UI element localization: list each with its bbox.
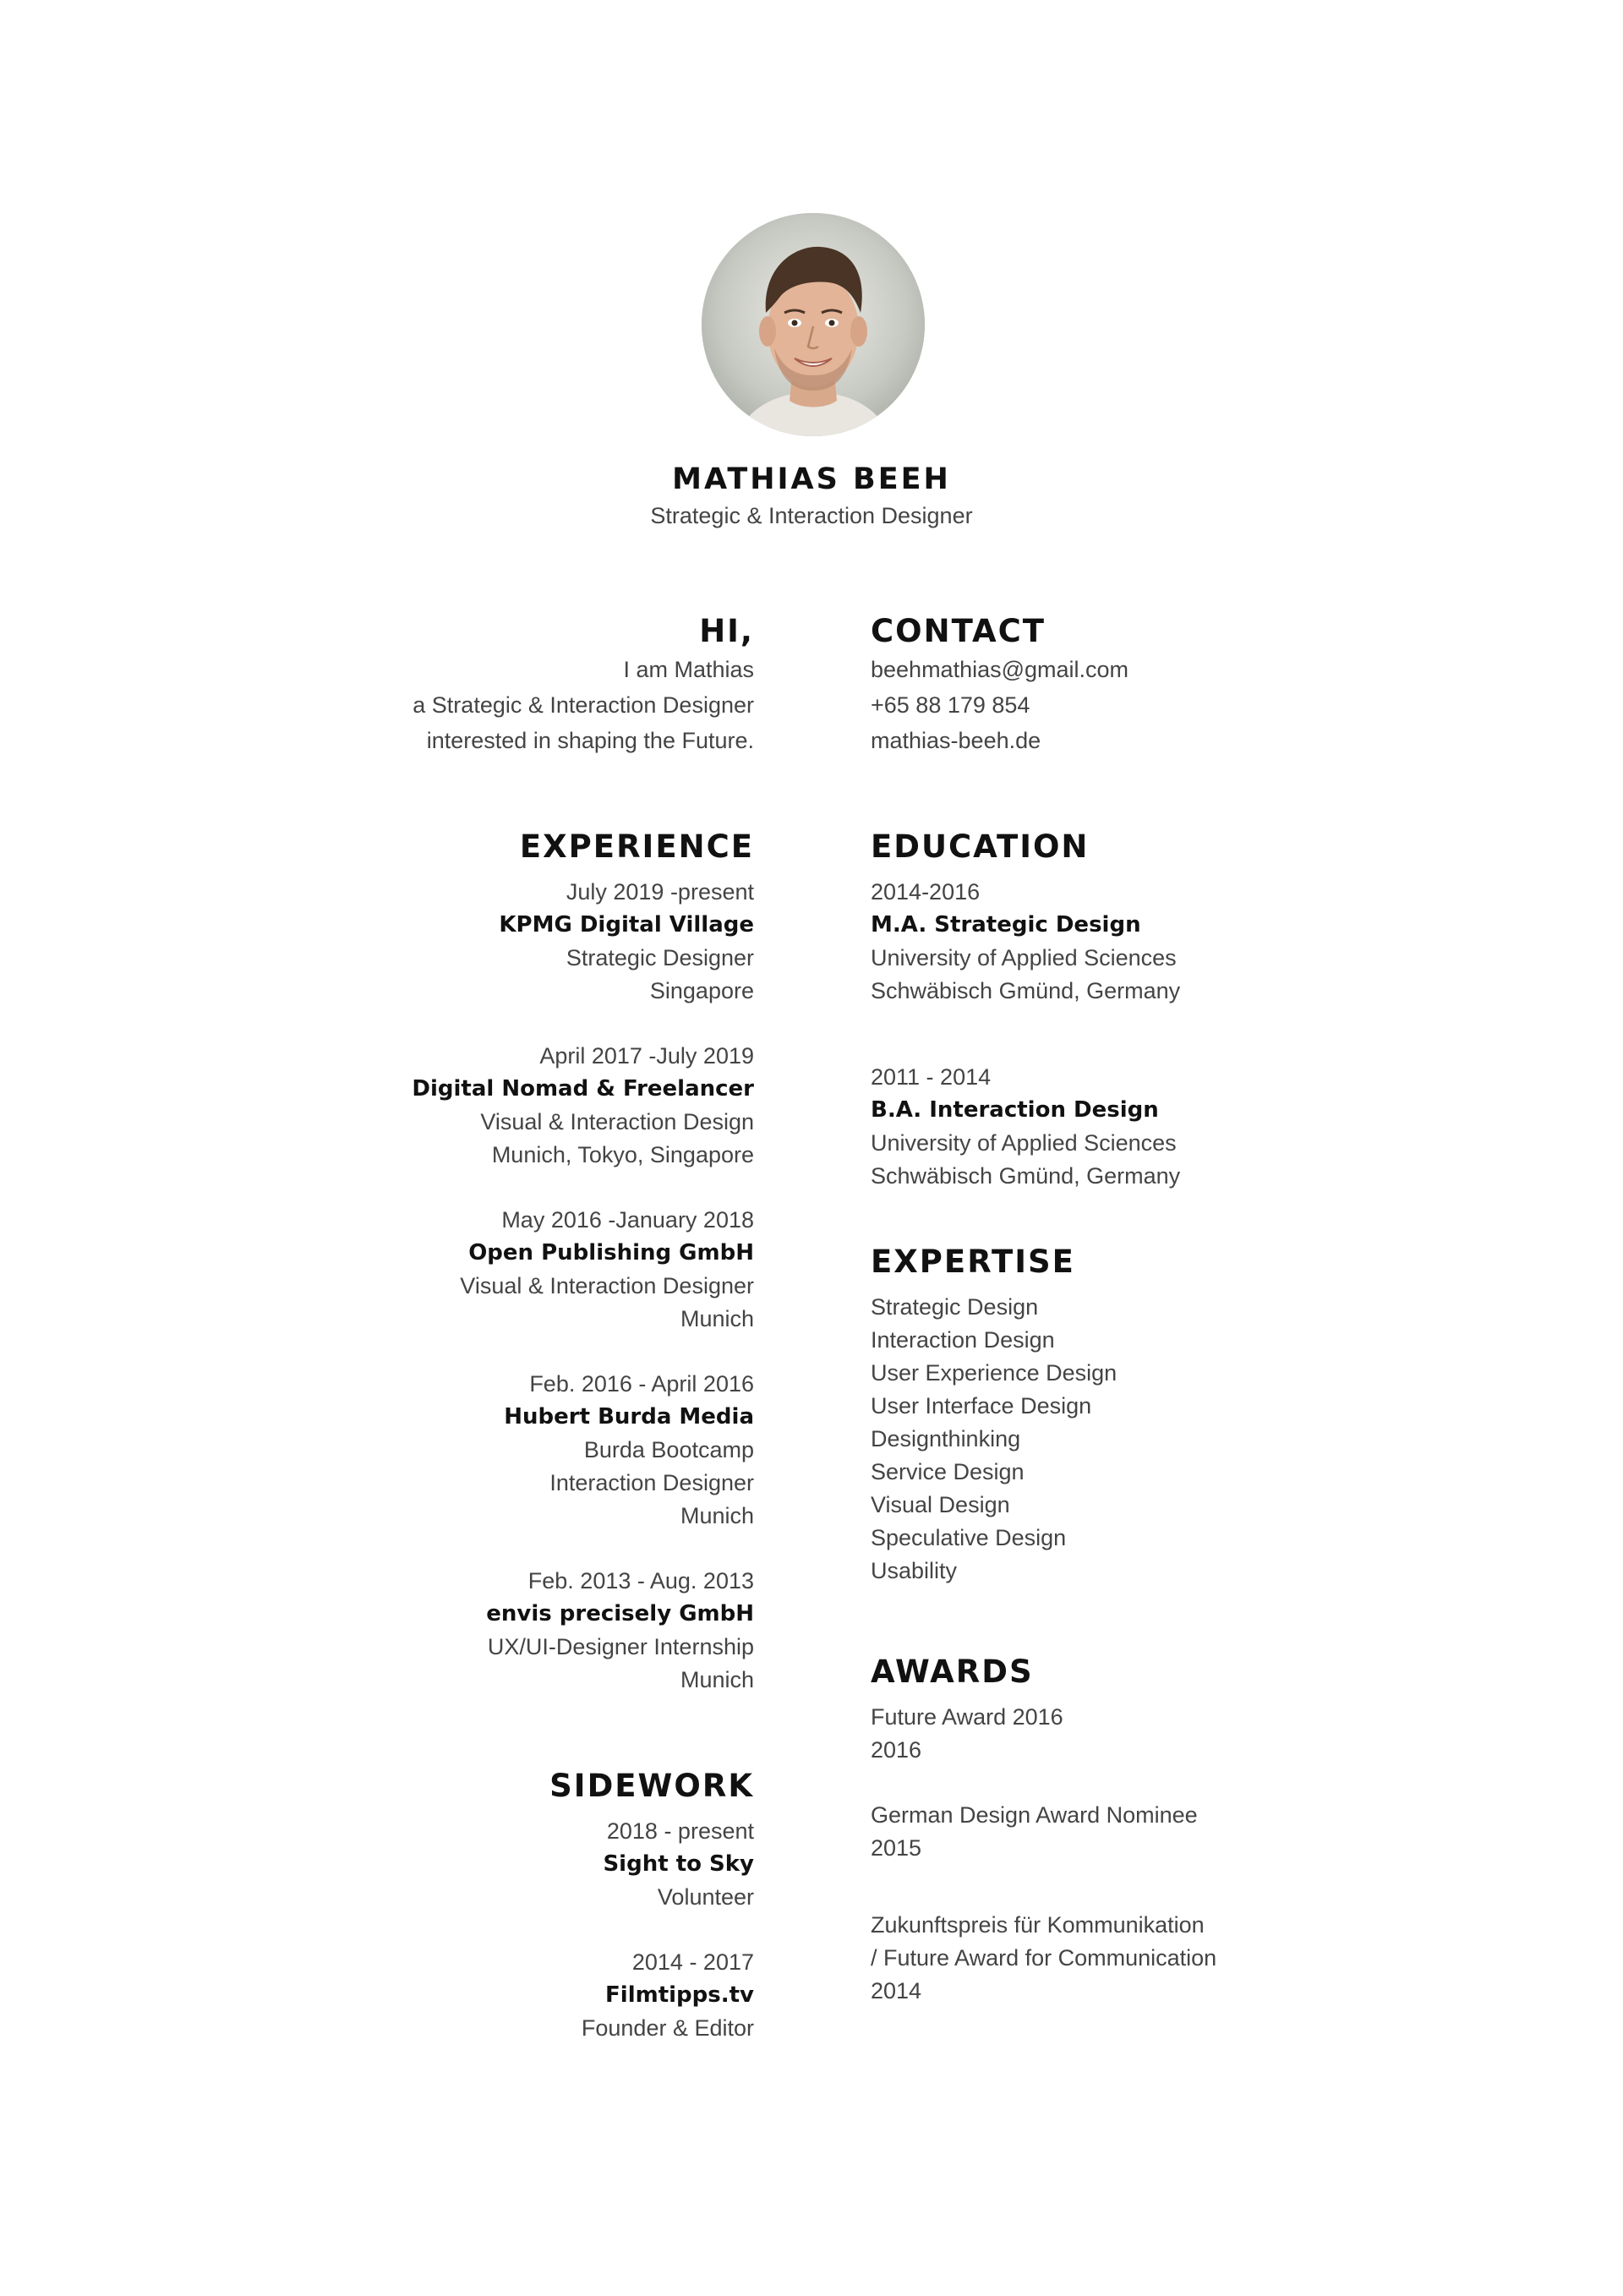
award-title: Zukunftspreis für Kommunikation [871,1912,1205,1938]
expertise-item: User Experience Design [871,1360,1118,1386]
expertise-item: Visual Design [871,1492,1010,1517]
experience-detail: Munich, Tokyo, Singapore [491,1142,754,1167]
sidework-date: 2014 - 2017 [631,1949,754,1975]
sidework-org: Filmtipps.tv [605,1982,754,2008]
candidate-title: Strategic & Interaction Designer [650,503,973,528]
education-date: 2014-2016 [871,879,981,905]
candidate-name: MATHIAS BEEH [672,462,951,496]
experience-detail: Interaction Designer [549,1470,754,1495]
intro-line: a Strategic & Interaction Designer [413,692,754,718]
expertise-item: Speculative Design [871,1525,1067,1550]
intro-line: interested in shaping the Future. [426,728,754,753]
intro-heading: HI, [699,613,754,649]
expertise-item: Service Design [871,1459,1025,1484]
education-location: Schwäbisch Gmünd, Germany [871,1163,1181,1189]
sidework-heading: SIDEWORK [549,1768,754,1804]
expertise-item: Strategic Design [871,1294,1039,1320]
sidework-date: 2018 - present [606,1818,754,1844]
education-location: Schwäbisch Gmünd, Germany [871,978,1181,1003]
experience-company: Hubert Burda Media [504,1404,754,1430]
experience-company: Digital Nomad & Freelancer [412,1076,754,1102]
award-year: 2014 [871,1978,922,2004]
experience-date: May 2016 -January 2018 [501,1207,754,1233]
education-heading: EDUCATION [871,828,1090,865]
sidework-role: Volunteer [657,1884,754,1910]
experience-date: July 2019 -present [566,879,754,905]
expertise-heading: EXPERTISE [871,1244,1075,1280]
experience-date: April 2017 -July 2019 [539,1043,754,1069]
experience-company: envis precisely GmbH [486,1601,754,1626]
award-title: / Future Award for Communication [871,1945,1217,1971]
portrait-icon [702,213,925,436]
award-title: German Design Award Nominee [871,1802,1198,1828]
education-school: University of Applied Sciences [871,1130,1177,1156]
experience-date: Feb. 2013 - Aug. 2013 [527,1568,754,1594]
experience-detail: Strategic Designer [566,945,754,970]
expertise-item: Usability [871,1558,958,1583]
contact-email[interactable]: beehmathias@gmail.com [871,657,1129,682]
experience-detail: UX/UI-Designer Internship [487,1634,754,1659]
awards-heading: AWARDS [871,1654,1034,1690]
sidework-org: Sight to Sky [603,1851,754,1877]
expertise-item: Interaction Design [871,1327,1055,1353]
experience-company: Open Publishing GmbH [468,1240,754,1266]
experience-detail: Munich [680,1306,754,1331]
experience-heading: EXPERIENCE [519,828,754,865]
education-date: 2011 - 2014 [871,1064,992,1090]
experience-detail: Singapore [649,978,754,1003]
contact-website[interactable]: mathias-beeh.de [871,728,1041,753]
expertise-item: Designthinking [871,1426,1021,1451]
education-school: University of Applied Sciences [871,945,1177,970]
contact-heading: CONTACT [871,613,1046,649]
experience-company: KPMG Digital Village [499,912,754,938]
expertise-item: User Interface Design [871,1393,1092,1419]
intro-line: I am Mathias [623,657,754,682]
experience-detail: Burda Bootcamp [583,1437,754,1462]
award-year: 2015 [871,1835,922,1861]
profile-photo [702,213,925,436]
education-degree: B.A. Interaction Design [871,1097,1159,1123]
education-degree: M.A. Strategic Design [871,912,1141,938]
sidework-role: Founder & Editor [581,2015,754,2041]
award-title: Future Award 2016 [871,1704,1063,1730]
experience-detail: Visual & Interaction Design [480,1109,754,1134]
contact-phone[interactable]: +65 88 179 854 [871,692,1030,718]
experience-detail: Munich [680,1667,754,1692]
experience-detail: Munich [680,1503,754,1528]
experience-date: Feb. 2016 - April 2016 [529,1371,754,1397]
award-year: 2016 [871,1737,922,1763]
experience-detail: Visual & Interaction Designer [460,1273,754,1298]
